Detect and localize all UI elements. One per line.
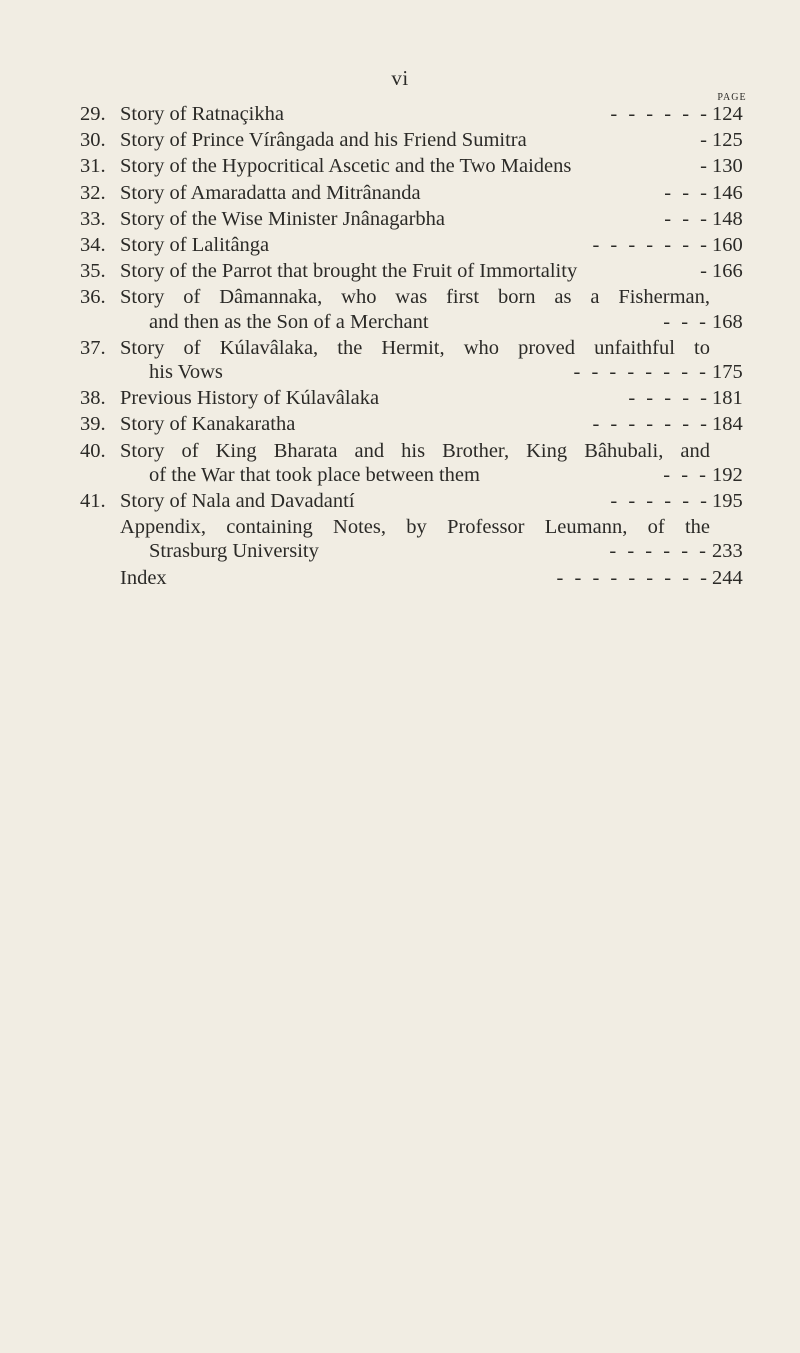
- entry-page-number: 166: [712, 260, 743, 283]
- entry-page-number: 192: [712, 463, 743, 486]
- toc-entry: [0, 412, 800, 436]
- toc-entry: [0, 489, 800, 513]
- entry-title-line: [120, 207, 710, 231]
- dot-leaders: - - - - - -: [610, 490, 710, 512]
- toc-entry: [0, 207, 800, 231]
- entry-number: 33.: [80, 207, 106, 230]
- entry-page-number: 184: [712, 413, 743, 436]
- entry-page-number: 181: [712, 387, 743, 410]
- dot-leaders: - - -: [663, 310, 709, 333]
- entry-title-text: Story of Lalitânga: [120, 234, 270, 256]
- entry-title-text: Story of Amaradatta and Mitrânanda: [120, 181, 421, 204]
- entry-title-line: [120, 128, 710, 152]
- dot-leaders: - - -: [664, 181, 710, 204]
- entry-title-text: Story of Kanakaratha: [120, 413, 296, 436]
- entry-title-text: Story of Prince Vírângada and his Friend Sumitra: [120, 129, 527, 152]
- entry-page-number: 125: [712, 129, 743, 152]
- entry-page-number: 146: [712, 181, 743, 204]
- entry-page-number: 130: [712, 155, 743, 178]
- toc-entry: [0, 233, 800, 257]
- entry-title-text: Story of Nala and Davadantí: [120, 490, 355, 512]
- entry-number: 36.: [80, 286, 106, 309]
- entry-title-line: [120, 154, 710, 178]
- toc-entry: [0, 285, 800, 333]
- toc-entry: [0, 102, 800, 126]
- toc-entry: [0, 439, 800, 487]
- entry-number: 39.: [80, 413, 106, 436]
- entry-page-number: 244: [712, 566, 743, 589]
- dot-leaders: - - - - - - -: [592, 413, 710, 436]
- entry-title-line: [120, 566, 710, 590]
- entry-title-text: Story of King Bharata and his Brother, King Bâhubali, and: [120, 439, 710, 462]
- entry-title-line: [149, 463, 709, 487]
- toc-entry: [0, 336, 800, 384]
- entry-title-line: [120, 386, 710, 410]
- entry-title-line: [120, 412, 710, 436]
- entry-number: 41.: [80, 490, 106, 512]
- page-column-heading: PAGE: [717, 92, 747, 103]
- entry-title-text: Story of Ratnaçikha: [120, 103, 284, 125]
- dot-leaders: -: [700, 155, 710, 178]
- entry-title-line: [120, 336, 710, 360]
- entry-title-line: [120, 181, 710, 205]
- toc-entry: [0, 566, 800, 590]
- entry-title-line: [149, 360, 709, 384]
- entry-number: 34.: [80, 234, 106, 256]
- entry-page-number: 233: [712, 540, 743, 563]
- entry-number: 40.: [80, 439, 106, 462]
- dot-leaders: - - -: [663, 463, 709, 486]
- dot-leaders: - - - - - - -: [592, 234, 710, 256]
- entry-title-line: [120, 102, 710, 126]
- entry-title-text: Index: [120, 566, 167, 589]
- entry-title-text: Previous History of Kúlavâlaka: [120, 387, 380, 410]
- dot-leaders: - - - - - -: [610, 103, 710, 125]
- entry-title-text: Story of Dâmannaka, who was first born as a Fisherman,: [120, 286, 710, 309]
- entry-number: 35.: [80, 260, 106, 283]
- dot-leaders: - - - - - - - - -: [556, 566, 710, 589]
- entry-page-number: 124: [712, 103, 743, 125]
- entry-title-line: [120, 233, 710, 257]
- entry-page-number: 168: [712, 310, 743, 333]
- toc-entry: [0, 259, 800, 283]
- dot-leaders: - - - - -: [628, 387, 710, 410]
- entry-title-text: Story of Kúlavâlaka, the Hermit, who proved unfaithful to: [120, 336, 710, 359]
- entry-title-text: Story of the Hypocritical Ascetic and the Two Maidens: [120, 155, 572, 178]
- dot-leaders: - - - - - -: [609, 540, 709, 563]
- entry-title-text: Strasburg University: [149, 540, 319, 563]
- toc-entry: [0, 128, 800, 152]
- toc-entry: [0, 515, 800, 563]
- entry-title-line: [120, 285, 710, 309]
- entry-title-line: [149, 539, 709, 563]
- entry-title-text: of the War that took place between them: [149, 463, 480, 486]
- entry-title-text: his Vows: [149, 360, 223, 383]
- entry-number: 37.: [80, 336, 106, 359]
- entry-title-text: and then as the Son of a Merchant: [149, 310, 429, 333]
- entry-number: 31.: [80, 155, 106, 178]
- entry-title-text: Story of the Wise Minister Jnânagarbha: [120, 207, 446, 230]
- entry-title-line: [149, 310, 709, 334]
- dot-leaders: - - - - - - - -: [573, 360, 709, 383]
- entry-number: 29.: [80, 103, 106, 125]
- toc-entry: [0, 386, 800, 410]
- entry-title-line: [120, 439, 710, 463]
- page-folio: vi: [391, 66, 409, 90]
- dot-leaders: -: [700, 260, 710, 283]
- entry-number: 32.: [80, 181, 106, 204]
- entry-number: 38.: [80, 387, 106, 410]
- entry-number: 30.: [80, 129, 106, 152]
- dot-leaders: -: [700, 129, 710, 152]
- entry-page-number: 195: [712, 490, 743, 512]
- entry-title-text: Story of the Parrot that brought the Fruit of Immortality: [120, 260, 578, 283]
- entry-title-text: Appendix, containing Notes, by Professor Leumann, of the: [120, 516, 710, 539]
- entry-title-line: [120, 515, 710, 539]
- toc-entry: [0, 181, 800, 205]
- entry-page-number: 160: [712, 234, 743, 256]
- entry-title-line: [120, 489, 710, 513]
- dot-leaders: - - -: [664, 207, 710, 230]
- entry-page-number: 175: [712, 360, 743, 383]
- entry-page-number: 148: [712, 207, 743, 230]
- entry-title-line: [120, 259, 710, 283]
- toc-entry: [0, 154, 800, 178]
